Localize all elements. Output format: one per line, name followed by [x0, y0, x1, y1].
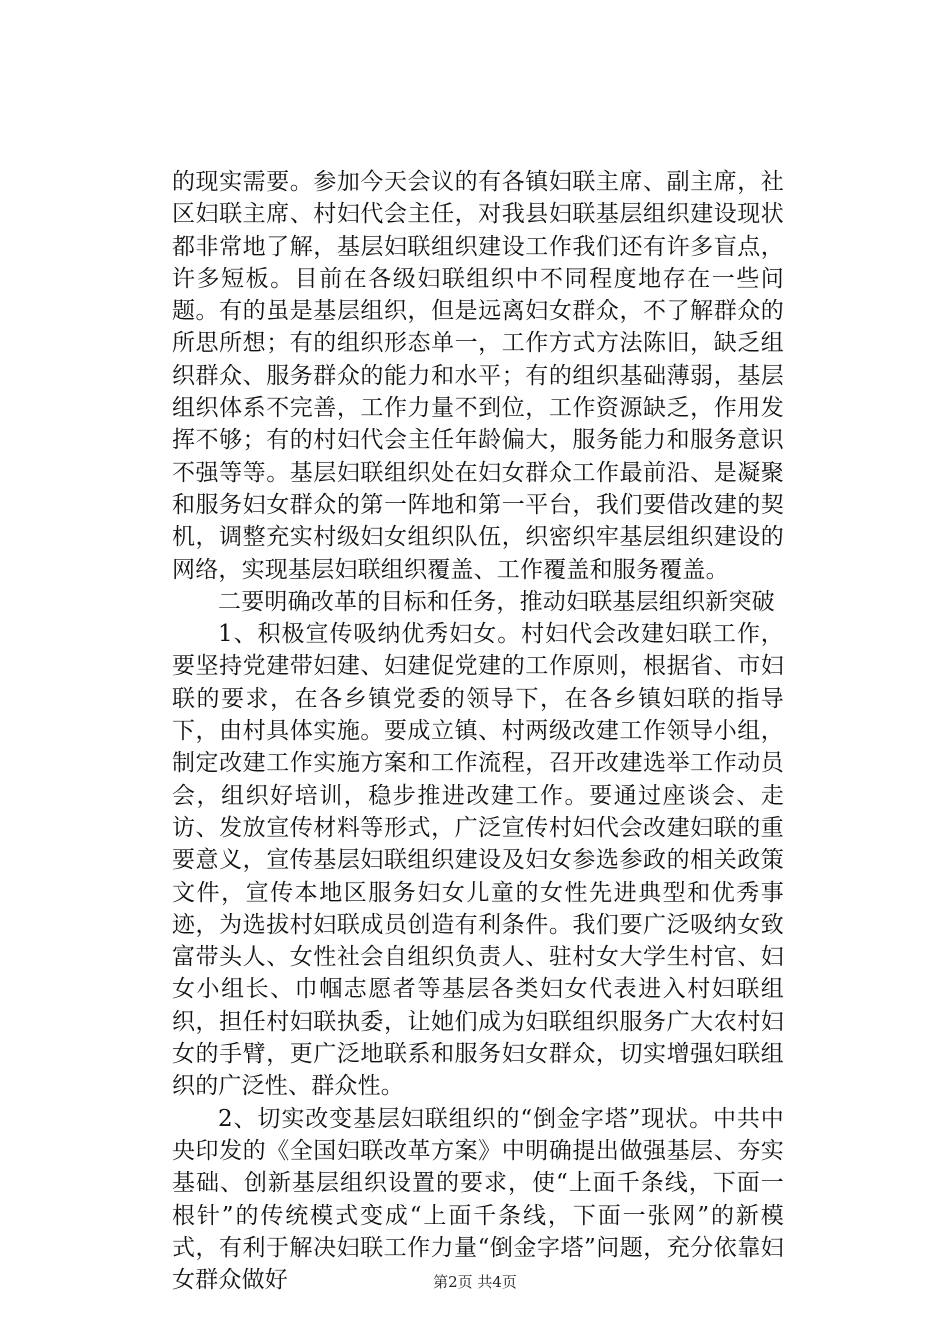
page-footer: 第2页 共4页 — [433, 1273, 517, 1291]
paragraph-1: 的现实需要。参加今天会议的有各镇妇联主席、副主席，社区妇联主席、村妇代会主任，对我县妇联基层组织建设现状都非常地了解，基层妇联组织建设工作我们还有许多盲点，许多短板。目前在各级妇联组织中不同程度地存在一些问题。有的虽是基层组织，但是远离妇女群众，不了解群众的所思所想；有的组织形态单一，工作方式方法陈旧，缺乏组织群众、服务群众的能力和水平；有的组织基础薄弱，基层组织体系不完善，工作力量不到位，工作资源缺乏，作用发挥不够；有的村妇代会主任年龄偏大，服务能力和服务意识不强等等。基层妇联组织处在妇女群众工作最前沿、是凝聚和服务妇女群众的第一阵地和第一平台，我们要借改建的契机，调整充实村级妇女组织队伍，织密织牢基层组织建设的网络，实现基层妇联组织覆盖、工作覆盖和服务覆盖。 — [172, 169, 784, 583]
body-text — [172, 166, 784, 1296]
paragraph-4: 2、切实改变基层妇联组织的“倒金字塔”现状。中共中央印发的《全国妇联改革方案》中明确提出做强基层、夯实基础、创新基层组织设置的要求，使“上面千条线，下面一根针”的传统模式变成“上面千条线，下面一张网”的新模式，有利于解决妇联工作力量“倒金字塔”问题，充分依靠妇女群众做好 — [172, 1105, 784, 1294]
paragraph-3: 1、积极宣传吸纳优秀妇女。村妇代会改建妇联工作，要坚持党建带妇建、妇建促党建的工作原则，根据省、市妇联的要求，在各乡镇党委的领导下，在各乡镇妇联的指导下，由村具体实施。要成立镇、村两级改建工作领导小组，制定改建工作实施方案和工作流程，召开改建选举工作动员会，组织好培训，稳步推进改建工作。要通过座谈会、走访、发放宣传材料等形式，广泛宣传村妇代会改建妇联的重要意义，宣传基层妇联组织建设及妇女参选参政的相关政策文件，宣传本地区服务妇女儿童的女性先进典型和优秀事迹，为选拔村妇联成员创造有利条件。我们要广泛吸纳女致富带头人、女性社会自组织负责人、驻村女大学生村官、妇女小组长、巾帼志愿者等基层各类妇女代表进入村妇联组织，担任村妇联执委，让她们成为妇联组织服务广大农村妇女的手臂，更广泛地联系和服务妇女群众，切实增强妇联组织的广泛性、群众性。 — [172, 621, 784, 1100]
paragraph-2-heading: 二要明确改革的目标和任务，推动妇联基层组织新突破 — [218, 588, 775, 615]
